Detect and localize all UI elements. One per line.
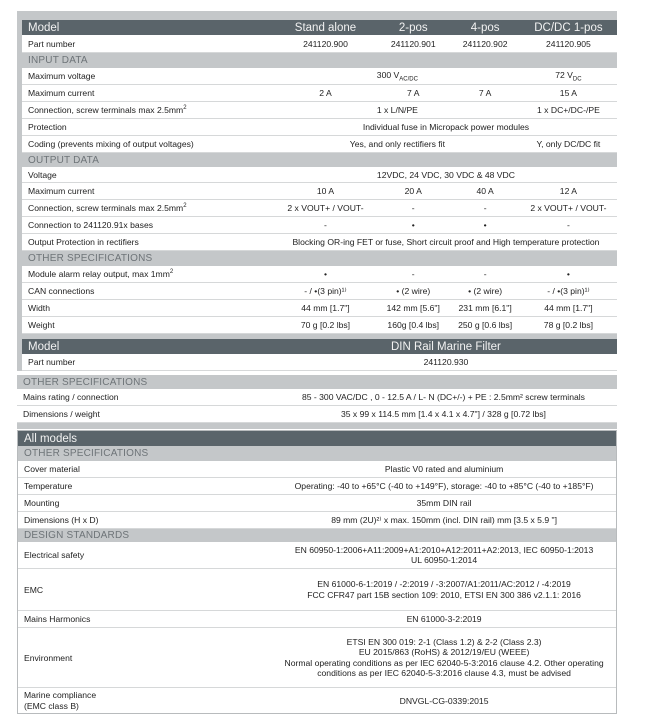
row-label: Cover material [24,464,80,474]
row-label: Mains Harmonics [24,614,91,624]
mains-row [17,389,617,406]
section-design-standards: DESIGN STANDARDS [18,529,616,542]
cell: - [411,203,415,213]
alarm-row [22,266,617,283]
cell: Y, only DC/DC fit [536,139,601,149]
spec-table-marine-filter [17,336,617,371]
environment-row [18,628,616,688]
spec-table-all-models [17,430,617,714]
row-label: Part number [28,38,76,49]
row-label: Temperature [24,481,73,491]
cell: 250 g [0.6 lbs] [458,320,513,330]
col-2-pos: 2-pos [398,21,428,34]
cell: - [411,269,415,279]
cell: DNVGL-CG-0339:2015 [399,695,489,706]
row-label: Marine compliance (EMC class B) [24,690,97,711]
model-header-row [22,339,617,354]
cell: • [566,269,570,279]
cell: 10 A [316,186,335,196]
row-label: Protection [28,122,67,132]
cell: 40 A [476,186,494,196]
input-connection-row [22,102,617,119]
output-protection-row [22,234,617,251]
row-label: Coding (prevents mixing of output voltages) [28,139,194,149]
row-label: Voltage [28,169,57,180]
model-label: Model [28,340,60,353]
row-label: Electrical safety [24,550,85,560]
cell: - [324,220,327,230]
cell: 2 x VOUT+ / VOUT- [530,203,607,213]
cell: 44 mm [1.7"] [301,303,350,313]
coding-row [22,136,617,153]
cell: 70 g [0.2 lbs] [300,320,351,330]
cell: 160g [0.4 lbs] [387,320,440,330]
cell: - [566,220,570,230]
electrical-safety-row [18,542,616,569]
section-input-data: INPUT DATA [22,53,617,68]
row-label: Dimensions (H x D) [24,515,99,525]
voltage-row [22,167,617,183]
row-label: Maximum current [28,88,95,98]
row-label: Connection, screw terminals $\max 2.5mm^2$ [28,105,187,115]
cell: Individual fuse in Micropack power modules [362,122,530,132]
weight-row [22,317,617,334]
cell: • [323,269,327,279]
row-label: Part number [28,357,76,367]
model-name: DIN Rail Marine Filter [390,340,501,353]
cell: 1 x L/N/PE [376,105,418,115]
bases-row [22,217,617,234]
model-label: Model [28,21,60,34]
cell: 12 A [559,186,578,196]
col-dcdc-1-pos: DC/DC 1-pos [534,21,603,34]
marine-compliance-row [18,688,616,713]
cell: 2 A [319,88,332,98]
cell: Operating: -40 to +65°C (-40 to +149°F), storage: -40 to +85°C (-40 to +185°F) [294,481,594,491]
cell: 72 $V_{DC}$ [555,69,582,83]
cell: 241120.930 [423,357,469,367]
output-max-current-row [22,183,617,200]
cell: 241120.901 [390,38,436,49]
cell: 89 mm (2U)²⁾ x max. 150mm (incl. DIN rail) mm [3.5 x 5.9 "] [331,514,557,525]
cell: • [411,220,415,230]
emc-row [18,569,616,611]
protection-row [22,119,617,136]
row-label: Weight [28,320,55,330]
cell: • (2 wire) [396,286,431,296]
cell: - / •(3 pin)¹⁾ [304,285,347,296]
cell: EN 61000-3-2:2019 [406,614,482,624]
all-models-header: All models [18,431,616,446]
mains-harmonics-row [18,611,616,628]
cell: 20 A [404,186,422,196]
row-label: Module alarm relay output, $\max 1mm^2$ [28,269,174,279]
cell: 12VDC, 24 VDC, 30 VDC & 48 VDC [376,169,515,180]
row-label: Dimensions / weight [23,409,100,419]
row-label: Output Protection in rectifiers [28,237,139,247]
col-stand-alone: Stand alone [294,21,357,34]
max-current-row [22,85,617,102]
section-other-specifications: OTHER SPECIFICATIONS [18,446,616,461]
part-number-row [22,354,617,371]
cell: 2 x VOUT+ / VOUT- [287,203,364,213]
cell: - [483,203,487,213]
mounting-row [18,495,616,512]
cell: - / •(3 pin)¹⁾ [547,285,590,296]
part-number-row [22,35,617,53]
temperature-row [18,478,616,495]
cell: 142 mm [5.6"] [386,303,440,313]
row-label: Connection to 241120.91x bases [28,220,154,230]
row-label: Width [28,303,50,313]
marine-filter-other-specs [17,375,617,429]
cell: 15 A [559,88,578,98]
max-voltage-row [22,68,617,85]
row-label: Environment [24,652,73,663]
col-4-pos: 4-pos [470,21,500,34]
row-label: EMC [24,584,44,595]
cell: 7 A [478,88,492,98]
row-label: Maximum voltage [28,71,96,81]
output-connection-row [22,200,617,217]
cell: EN 61000-6-1:2019 / -2:2019 / -3:2007/A1:2011/AC:2012 / -4:2019 FCC CFR47 part 15B section 109: 2010, ETSI EN 300 386 v2.1.1: 2016 [307,579,581,600]
model-header-row [22,20,617,35]
row-label: Maximum current [28,186,95,196]
cell: 241120.900 [303,38,348,49]
row-label: Mounting [24,498,60,508]
width-row [22,300,617,317]
spec-table-micropack [17,11,617,336]
cell: ETSI EN 300 019: 2-1 (Class 1.2) & 2-2 (Class 2.3) EU 2015/863 (RoHS) & 2012/19/EU (WEEE) Normal operating conditions as per IEC 62040-5-3:2016 clause 4.2. Other operating conditions as per IEC 62040-5-3:2016 clause 4.3, must be advised [284,636,604,678]
section-other-specifications: OTHER SPECIFICATIONS [17,375,617,389]
cell: 35 x 99 x 114.5 mm [1.4 x 4.1 x 4.7"] / 328 g [0.72 lbs] [340,409,546,419]
section-output-data: OUTPUT DATA [22,153,617,167]
cell: 78 g [0.2 lbs] [543,320,594,330]
cell: Yes, and only rectifiers fit [349,139,445,149]
cell: EN 60950-1:2006+A11:2009+A1:2010+A12:2011+A2:2013, IEC 60950-1:2013 UL 60950-1:2014 [294,544,594,565]
cell: 300 $V_{AC/DC}$ [376,69,418,83]
cell: 231 mm [6.1"] [458,303,512,313]
section-other-specifications: OTHER SPECIFICATIONS [22,251,617,266]
can-row [22,283,617,300]
dimensions-hxd-row [18,512,616,529]
cell: - [483,269,487,279]
row-label: Connection, screw terminals $\max 2.5mm^2$ [28,203,187,213]
cell: 1 x DC+/DC-/PE [537,105,600,115]
cell: 44 mm [1.7"] [544,303,593,313]
cell: Blocking OR-ing FET or fuse, Short circuit proof and High temperature protection [292,237,600,247]
cell: 85 - 300 VAC/DC , 0 - 12.5 A / L- N (DC+/-) + PE : 2.5mm² screw terminals [301,392,585,402]
cell: Plastic V0 rated and aluminium [384,464,504,474]
row-label: Mains rating / connection [23,392,119,402]
cell: • (2 wire) [468,286,503,296]
cell: 241120.905 [546,38,591,49]
row-label: CAN connections [28,286,95,296]
cell: 7 A [407,88,420,98]
cover-row [18,461,616,478]
cell: 35mm DIN rail [416,498,472,508]
cell: 241120.902 [462,38,508,49]
dimensions-weight-row [17,406,617,423]
cell: • [483,220,487,230]
